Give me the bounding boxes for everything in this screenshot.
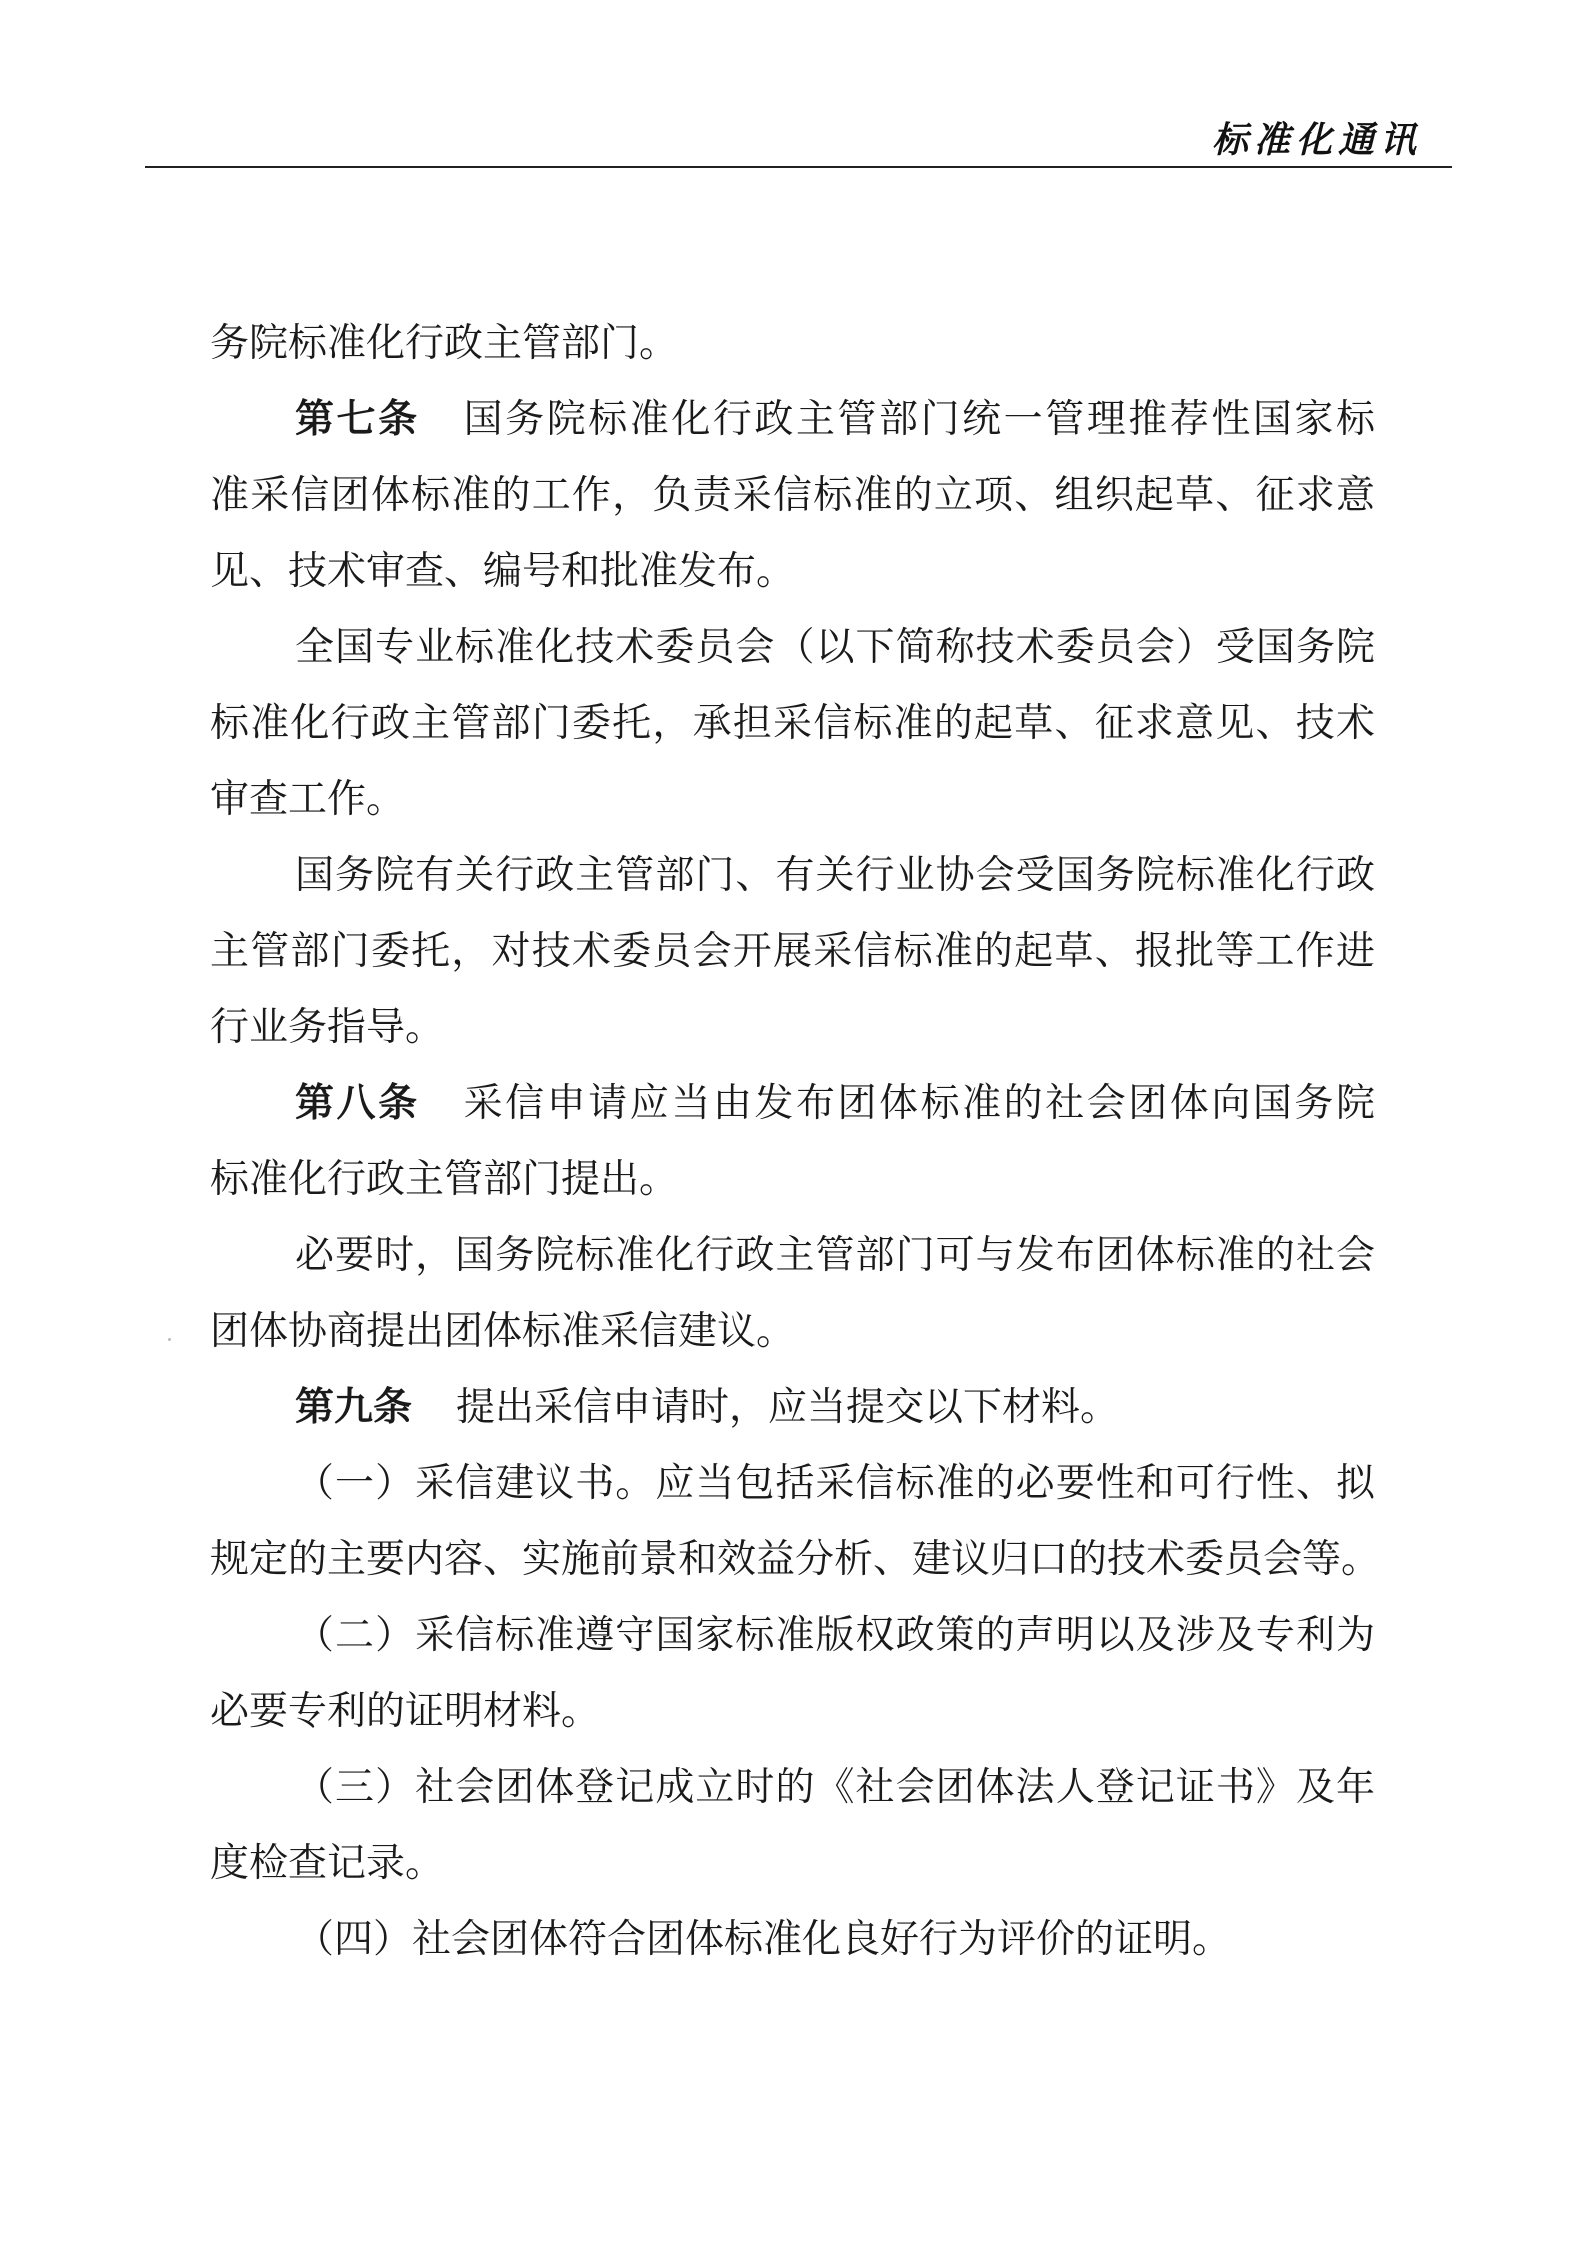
article-9-number: 第九条 (295, 1385, 413, 1430)
text-line: 规定的主要内容、实施前景和效益分析、建议归口的技术委员会等。 (210, 1537, 1381, 1582)
article-8-text: 采信申请应当由发布团体标准的社会团体向国务院 (463, 1081, 1375, 1126)
text-line: （三）社会团体登记成立时的《社会团体法人登记证书》及年 (295, 1765, 1375, 1810)
text-line: （二）采信标准遵守国家标准版权政策的声明以及涉及专利为 (295, 1613, 1375, 1658)
article-7-number: 第七条 (295, 397, 420, 442)
article-8-number: 第八条 (295, 1081, 420, 1126)
text-line: 必要时，国务院标准化行政主管部门可与发布团体标准的社会 (295, 1233, 1375, 1278)
text-line: （一）采信建议书。应当包括采信标准的必要性和可行性、拟 (295, 1461, 1375, 1506)
text-line: 务院标准化行政主管部门。 (210, 321, 679, 366)
text-line: 国务院有关行政主管部门、有关行业协会受国务院标准化行政 (295, 853, 1375, 898)
text-line: 行业务指导。 (210, 1005, 445, 1050)
article-9-line (210, 1370, 1375, 1446)
article-7-line (210, 382, 1375, 458)
running-head-title: 标准化通讯 (1211, 120, 1422, 161)
text-line: 标准化行政主管部门提出。 (210, 1157, 679, 1202)
article-7-text: 国务院标准化行政主管部门统一管理推荐性国家标 (463, 397, 1375, 442)
text-line: 主管部门委托，对技术委员会开展采信标准的起草、报批等工作进 (210, 929, 1375, 974)
text-line: 审查工作。 (210, 777, 406, 822)
article-8-line (210, 1066, 1375, 1142)
text-line: 准采信团体标准的工作，负责采信标准的立项、组织起草、征求意 (210, 473, 1375, 518)
text-line: 必要专利的证明材料。 (210, 1689, 601, 1734)
text-line: 团体协商提出团体标准采信建议。 (210, 1309, 796, 1354)
article-9-text: 提出采信申请时，应当提交以下材料。 (456, 1385, 1120, 1430)
text-line: 标准化行政主管部门委托，承担采信标准的起草、征求意见、技术 (210, 701, 1375, 746)
text-line: （四）社会团体符合团体标准化良好行为评价的证明。 (295, 1917, 1232, 1962)
scan-speck (168, 1338, 171, 1341)
text-line: 见、技术审查、编号和批准发布。 (210, 549, 796, 594)
header-rule (145, 166, 1452, 168)
text-line: 度检查记录。 (210, 1841, 445, 1886)
text-line: 全国专业标准化技术委员会（以下简称技术委员会）受国务院 (295, 625, 1375, 670)
document-body (210, 306, 1381, 1978)
